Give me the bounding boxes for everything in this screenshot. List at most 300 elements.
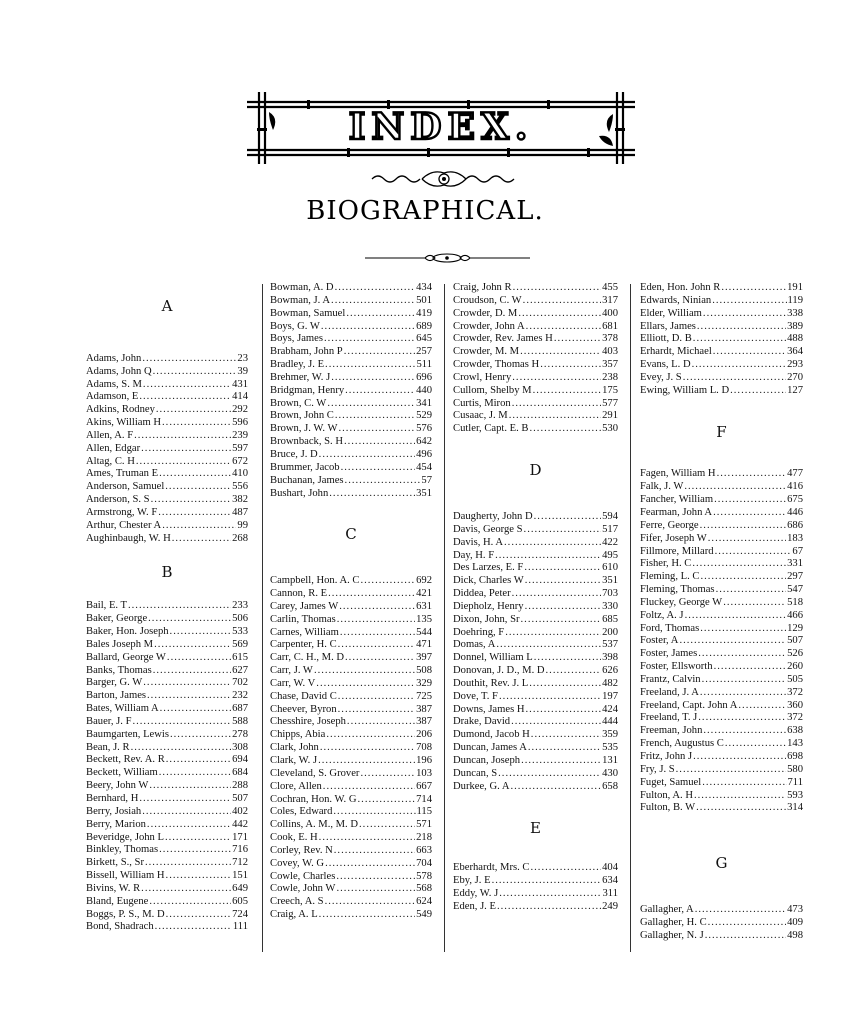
entry-page: 171 <box>232 831 248 843</box>
entry-page: 507 <box>232 793 248 804</box>
index-entry <box>270 346 432 359</box>
index-entry <box>640 904 803 917</box>
entry-page: 200 <box>602 626 618 638</box>
entry-name: Craig, A. L <box>270 909 318 921</box>
entry-page: 317 <box>602 294 618 306</box>
entry-page: 487 <box>232 506 248 518</box>
entry-name: Day, H. F <box>453 549 495 561</box>
leader-dots <box>524 562 601 575</box>
index-column-2 <box>270 282 432 922</box>
entry-name: Bridgman, Henry <box>270 384 345 396</box>
leader-dots <box>345 652 415 665</box>
entry-name: Fifer, Joseph W <box>640 532 707 544</box>
entry-name: Campbell, Hon. A. C <box>270 575 360 587</box>
leader-dots <box>319 909 415 922</box>
entry-name: Fritz, John J <box>640 751 693 762</box>
entry-name: Aughinbaugh, W. H <box>86 532 171 544</box>
column-divider <box>630 284 631 952</box>
entry-name: Fulton, A. H <box>640 789 693 801</box>
entry-name: Brummer, Jacob <box>270 461 340 473</box>
leader-dots <box>499 888 601 901</box>
leader-dots <box>149 780 231 793</box>
entry-name: Douthit, Rev. J. L <box>453 677 529 689</box>
leader-dots <box>345 475 421 488</box>
leader-dots <box>145 857 231 870</box>
index-entry <box>270 614 432 627</box>
leader-dots <box>319 449 415 462</box>
leader-dots <box>336 883 415 896</box>
index-entry <box>270 321 432 334</box>
entry-name: Boys, G. W <box>270 320 320 332</box>
index-entry <box>86 729 248 742</box>
flourish-ornament <box>370 170 518 188</box>
entry-page: 507 <box>787 635 803 647</box>
entry-name: Freeland, T. J <box>640 712 698 724</box>
index-entry <box>86 677 248 690</box>
entry-page: 278 <box>232 728 248 740</box>
entry-name: Cowle, John W <box>270 883 336 895</box>
leader-dots <box>708 533 786 546</box>
entry-page: 725 <box>416 690 432 702</box>
entry-page: 39 <box>237 365 248 377</box>
entry-page: 293 <box>787 359 803 371</box>
leader-dots <box>725 738 786 751</box>
entry-page: 703 <box>602 588 618 600</box>
entry-name: Ellars, James <box>640 320 696 332</box>
entry-name: Brehmer, W. J <box>270 371 331 383</box>
index-entry <box>640 700 803 713</box>
index-entry <box>86 793 248 806</box>
index-entry <box>453 321 618 334</box>
leader-dots <box>160 703 231 716</box>
entry-page: 292 <box>232 404 248 416</box>
leader-dots <box>148 613 231 626</box>
entry-page: 517 <box>602 523 618 535</box>
entry-name: Davis, George S <box>453 523 523 535</box>
entry-page: 288 <box>232 780 248 792</box>
entry-name: Crowder, D. M <box>453 307 518 319</box>
index-entry <box>270 716 432 729</box>
entry-name: Foltz, A. J <box>640 609 684 621</box>
index-entry <box>640 738 803 751</box>
leader-dots <box>147 690 231 703</box>
entry-page: 511 <box>416 359 432 371</box>
entry-name: Birkett, S., Sr <box>86 857 144 869</box>
index-column-3 <box>453 282 618 914</box>
entry-page: 387 <box>416 703 432 715</box>
leader-dots <box>335 410 415 423</box>
index-entry <box>86 754 248 767</box>
entry-name: Fuget, Samuel <box>640 776 702 788</box>
leader-dots <box>170 729 231 742</box>
entry-name: Downs, James H <box>453 703 525 715</box>
leader-dots <box>523 295 601 308</box>
index-entry <box>270 423 432 436</box>
index-entry <box>453 639 618 652</box>
entry-page: 442 <box>232 818 248 830</box>
entry-page: 422 <box>602 536 618 548</box>
entry-page: 351 <box>602 575 618 587</box>
entry-page: 314 <box>787 802 803 814</box>
leader-dots <box>495 550 601 563</box>
entry-name: Freeland, Capt. John A <box>640 699 738 711</box>
entry-page: 498 <box>787 929 803 941</box>
index-entry <box>640 764 803 777</box>
index-entry <box>86 533 248 546</box>
leader-dots <box>700 623 786 636</box>
entry-page: 593 <box>787 789 803 801</box>
entry-name: Ames, Truman E <box>86 468 159 480</box>
index-entry <box>270 372 432 385</box>
entry-name: Bond, Shadrach <box>86 921 154 933</box>
index-entry <box>270 768 432 781</box>
index-entry <box>270 588 432 601</box>
leader-dots <box>166 909 232 922</box>
leader-dots <box>345 385 415 398</box>
entry-name: Beveridge, John L <box>86 831 164 843</box>
index-entry <box>453 691 618 704</box>
entry-name: Adams, John Q <box>86 365 152 377</box>
leader-dots <box>528 742 601 755</box>
entry-page: 488 <box>787 333 803 345</box>
entry-page: 685 <box>602 613 618 625</box>
index-entry <box>86 353 248 366</box>
entry-page: 297 <box>787 571 803 583</box>
index-entry <box>86 716 248 729</box>
index-column-1 <box>86 282 248 934</box>
index-entry <box>86 366 248 379</box>
leader-dots <box>705 930 786 943</box>
leader-dots <box>142 353 236 366</box>
entry-page: 175 <box>602 384 618 396</box>
entry-name: Barton, James <box>86 690 147 702</box>
index-entry <box>270 359 432 372</box>
leader-dots <box>142 806 231 819</box>
entry-name: Edwards, Ninian <box>640 294 712 306</box>
leader-dots <box>511 781 602 794</box>
index-entry <box>270 858 432 871</box>
entry-page: 627 <box>232 664 248 676</box>
index-entry <box>453 550 618 563</box>
leader-dots <box>128 600 231 613</box>
leader-dots <box>154 639 231 652</box>
index-entry <box>640 687 803 700</box>
entry-name: Duncan, James A <box>453 742 527 754</box>
entry-name: Cheever, Byron <box>270 703 337 715</box>
entry-page: 588 <box>232 715 248 727</box>
entry-name: Foster, A <box>640 635 679 647</box>
index-entry <box>86 507 248 520</box>
entry-name: Beery, John W <box>86 780 149 792</box>
index-entry <box>270 295 432 308</box>
entry-page: 544 <box>416 626 432 638</box>
entry-page: 330 <box>602 600 618 612</box>
entry-page: 642 <box>416 436 432 448</box>
entry-page: 526 <box>787 648 803 660</box>
index-entry <box>453 372 618 385</box>
entry-name: Brown, John C <box>270 410 334 422</box>
entry-name: Fry, J. S <box>640 763 675 775</box>
index-entry <box>640 333 803 346</box>
entry-name: Buchanan, James <box>270 474 344 486</box>
entry-name: Anderson, S. S <box>86 494 150 506</box>
entry-page: 151 <box>232 870 248 882</box>
leader-dots <box>143 379 231 392</box>
entry-name: Donnel, William L <box>453 652 533 664</box>
leader-dots <box>703 308 786 321</box>
entry-page: 694 <box>232 754 248 766</box>
index-entry <box>270 665 432 678</box>
index-entry <box>270 781 432 794</box>
entry-page: 410 <box>232 468 248 480</box>
entry-name: Dove, T. F <box>453 690 498 702</box>
index-entry <box>270 806 432 819</box>
section-letter-a: A <box>161 297 173 315</box>
index-entry <box>270 704 432 717</box>
index-entry <box>86 652 248 665</box>
index-entry <box>640 777 803 790</box>
entry-page: 238 <box>602 371 618 383</box>
entry-name: Gallagher, H. C <box>640 916 707 928</box>
entry-name: Foster, Ellsworth <box>640 661 713 673</box>
entry-page: 712 <box>232 857 248 869</box>
entry-page: 634 <box>602 875 618 887</box>
entry-page: 711 <box>787 776 803 788</box>
leader-dots <box>131 742 232 755</box>
entry-name: Carnes, William <box>270 626 339 638</box>
leader-dots <box>325 359 415 372</box>
leader-dots <box>139 391 231 404</box>
index-entry <box>270 755 432 768</box>
leader-dots <box>136 456 231 469</box>
entry-page: 549 <box>416 909 432 921</box>
index-entry <box>270 652 432 665</box>
leader-dots <box>338 704 415 717</box>
entry-name: Bruce, J. D <box>270 448 318 460</box>
entry-name: Crowder, Rev. James H <box>453 333 553 345</box>
entry-name: Barger, G. W <box>86 677 143 689</box>
index-entry <box>270 475 432 488</box>
leader-dots <box>694 790 786 803</box>
entry-page: 702 <box>232 677 248 689</box>
entry-name: Bushart, John <box>270 487 329 499</box>
index-entry <box>86 857 248 870</box>
entry-page: 687 <box>232 703 248 715</box>
entry-name: Adams, S. M <box>86 378 142 390</box>
leader-dots <box>498 768 601 781</box>
section-letter-f: F <box>716 422 727 441</box>
leader-dots <box>685 610 787 623</box>
entry-name: Creech, A. S <box>270 896 324 908</box>
leader-dots <box>534 652 601 665</box>
index-title-banner <box>247 92 635 164</box>
leader-dots <box>700 520 786 533</box>
column-divider <box>262 284 263 952</box>
entry-page: 372 <box>787 686 803 698</box>
entry-page: 638 <box>787 725 803 737</box>
entry-name: Falk, J. W <box>640 481 684 493</box>
leader-dots <box>321 321 415 334</box>
index-entry <box>640 546 803 559</box>
index-entry <box>453 678 618 691</box>
entry-page: 686 <box>787 519 803 531</box>
entry-page: 419 <box>416 307 432 319</box>
index-entry <box>453 755 618 768</box>
entry-name: Bales Joseph M <box>86 638 154 650</box>
entry-page: 249 <box>602 900 618 912</box>
entry-page: 684 <box>232 767 248 779</box>
leader-dots <box>716 584 787 597</box>
entry-name: Eby, J. E <box>453 875 491 887</box>
entry-name: Gallagher, A <box>640 904 694 916</box>
index-entry <box>270 639 432 652</box>
index-entry <box>640 468 803 481</box>
index-entry <box>270 742 432 755</box>
entry-name: Chesshire, Joseph <box>270 716 346 728</box>
leader-dots <box>333 806 415 819</box>
entry-page: 698 <box>787 751 803 762</box>
entry-name: Eden, J. E <box>453 900 496 912</box>
entry-page: 482 <box>602 677 618 689</box>
entry-page: 183 <box>787 532 803 544</box>
entry-name: Davis, H. A <box>453 536 504 548</box>
index-entry <box>640 661 803 674</box>
entry-name: Cowle, Charles <box>270 870 336 882</box>
index-entry <box>640 507 803 520</box>
index-entry <box>86 613 248 626</box>
section-subtitle: BIOGRAPHICAL. <box>306 196 544 226</box>
index-entry <box>453 742 618 755</box>
entry-page: 268 <box>232 532 248 544</box>
leader-dots <box>151 494 232 507</box>
entry-name: Chase, David C <box>270 690 337 702</box>
entry-name: Daugherty, John D <box>453 510 533 522</box>
entry-page: 351 <box>416 487 432 499</box>
leader-dots <box>339 601 415 614</box>
leader-dots <box>693 333 786 346</box>
section-letter-b: B <box>161 562 173 581</box>
leader-dots <box>172 533 231 546</box>
leader-dots <box>337 614 415 627</box>
index-entry <box>86 626 248 639</box>
entry-page: 667 <box>416 780 432 792</box>
index-title: INDEX. <box>348 106 534 148</box>
entry-name: Fleming, L. C <box>640 571 700 583</box>
entry-name: Foster, James <box>640 648 698 660</box>
entry-page: 530 <box>602 423 618 435</box>
leader-dots <box>165 832 231 845</box>
leader-dots <box>703 725 786 738</box>
entry-page: 239 <box>232 429 248 441</box>
entry-page: 658 <box>602 780 618 792</box>
leader-dots <box>715 546 792 559</box>
leader-dots <box>695 904 786 917</box>
entry-page: 681 <box>602 320 618 332</box>
index-entry <box>640 597 803 610</box>
leader-dots <box>329 488 415 501</box>
entry-name: Bates, William A <box>86 703 159 715</box>
index-entry <box>640 635 803 648</box>
entry-name: Bivins, W. R <box>86 882 141 894</box>
entry-name: Cleveland, S. Grover <box>270 767 360 779</box>
index-entry <box>86 443 248 456</box>
entry-name: Corley, Rev. N <box>270 844 333 856</box>
entry-name: Bland, Eugene <box>86 895 149 907</box>
index-entry <box>640 558 803 571</box>
entry-page: 329 <box>416 677 432 689</box>
entry-name: Coles, Edward <box>270 806 333 818</box>
leader-dots <box>714 661 787 674</box>
leader-dots <box>347 716 415 729</box>
entry-page: 454 <box>416 461 432 473</box>
column-divider <box>444 284 445 952</box>
entry-page: 692 <box>416 575 432 587</box>
leader-dots <box>318 755 415 768</box>
entry-page: 430 <box>602 767 618 779</box>
entry-name: Bernhard, H <box>86 793 139 804</box>
entry-name: Duncan, S <box>453 767 498 779</box>
entry-name: Elder, William <box>640 307 702 319</box>
entry-page: 724 <box>232 908 248 920</box>
entry-page: 631 <box>416 600 432 612</box>
entry-name: Brown, C. W <box>270 397 327 409</box>
entry-page: 67 <box>792 545 803 557</box>
leader-dots <box>327 398 415 411</box>
entry-page: 577 <box>602 397 618 409</box>
index-entry <box>270 794 432 807</box>
entry-name: Clore, Allen <box>270 780 322 792</box>
leader-dots <box>323 781 415 794</box>
entry-name: Armstrong, W. F <box>86 506 158 518</box>
index-entry <box>453 601 618 614</box>
entry-page: 626 <box>602 665 618 677</box>
entry-page: 359 <box>602 729 618 741</box>
entry-name: Fleming, Thomas <box>640 584 715 596</box>
entry-page: 471 <box>416 639 432 651</box>
entry-page: 232 <box>232 690 248 702</box>
leader-dots <box>139 793 231 806</box>
leader-dots <box>512 588 601 601</box>
entry-name: Fisher, H. C <box>640 558 692 570</box>
index-entry <box>453 524 618 537</box>
index-entry <box>640 295 803 308</box>
index-entry <box>640 674 803 687</box>
entry-name: Crowl, Henry <box>453 371 512 383</box>
leader-dots <box>328 588 415 601</box>
entry-name: Berry, Josiah <box>86 805 142 817</box>
index-entry <box>453 729 618 742</box>
entry-page: 414 <box>232 391 248 403</box>
leader-dots <box>534 511 601 524</box>
entry-page: 473 <box>787 904 803 916</box>
entry-page: 99 <box>237 519 248 531</box>
leader-dots <box>512 398 601 411</box>
index-entry <box>86 806 248 819</box>
entry-page: 400 <box>602 307 618 319</box>
leader-dots <box>730 385 786 398</box>
index-entry <box>86 896 248 909</box>
entry-page: 143 <box>787 738 803 750</box>
entry-name: Boggs, P. S., M. D <box>86 908 165 920</box>
index-entry <box>453 862 618 875</box>
entry-page: 416 <box>787 481 803 493</box>
entry-page: 580 <box>787 763 803 775</box>
entry-page: 135 <box>416 613 432 625</box>
leader-dots <box>149 896 231 909</box>
index-entry <box>453 385 618 398</box>
leader-dots <box>676 764 786 777</box>
leader-dots <box>713 507 786 520</box>
